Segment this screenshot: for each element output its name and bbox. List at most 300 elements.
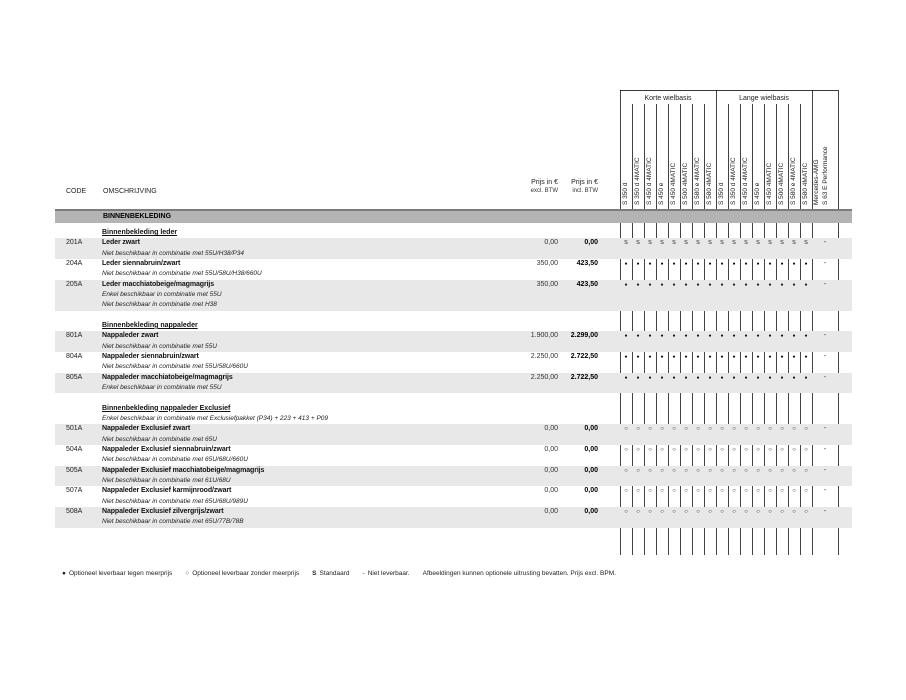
option-name-row — [55, 445, 852, 455]
option-code: 205A — [66, 280, 83, 288]
option-note: Niet beschikbaar in combinatie met 65U/77B/78B — [102, 518, 244, 526]
option-name-row — [55, 238, 852, 248]
availability-cell: ○ — [780, 488, 784, 495]
option-code: 204A — [66, 259, 83, 267]
option-name-row — [55, 466, 852, 476]
availability-cell: ● — [648, 353, 652, 360]
availability-cell: ○ — [648, 508, 652, 515]
availability-cell: ○ — [660, 508, 664, 515]
availability-cell: ○ — [696, 467, 700, 474]
availability-cell: ○ — [792, 446, 796, 453]
availability-cell: ● — [732, 260, 736, 267]
legend-text: Standaard — [319, 570, 350, 577]
option-code: 805A — [66, 373, 83, 381]
legend-item — [363, 570, 410, 577]
availability-cell: ● — [648, 281, 652, 288]
option-note-row — [55, 290, 852, 300]
availability-cell: ● — [648, 260, 652, 267]
availability-cell: ○ — [660, 467, 664, 474]
price-excl-line1: Prijs in € — [531, 179, 558, 186]
section-note: Enkel beschikbaar in combinatie met Exclusiefpakket (P34) + 223 + 413 + P09 — [102, 414, 329, 422]
availability-cell: ○ — [672, 426, 676, 433]
availability-cell: ○ — [732, 426, 736, 433]
availability-cell: ○ — [636, 508, 640, 515]
availability-cell: ○ — [720, 467, 724, 474]
availability-cell: ● — [744, 260, 748, 267]
price-incl-value: 423,50 — [576, 259, 598, 267]
option-code: 801A — [66, 332, 83, 340]
price-incl-value: 0,00 — [584, 445, 598, 453]
availability-cell: ○ — [708, 467, 712, 474]
option-name: Nappaleder siennabruin/zwart — [102, 352, 199, 360]
availability-cell: ○ — [648, 426, 652, 433]
column-header-model: S 450 e — [658, 182, 665, 205]
option-row — [55, 352, 852, 373]
option-name: Leder zwart — [102, 239, 140, 247]
price-incl-value: 0,00 — [584, 239, 598, 247]
option-name-row — [55, 373, 852, 383]
availability-cell: S — [696, 240, 700, 247]
availability-cell-amg: - — [823, 507, 827, 515]
availability-cell: ● — [792, 281, 796, 288]
option-name: Nappaleder macchiatobeige/magmagrijs — [102, 373, 233, 381]
availability-cell: ○ — [636, 488, 640, 495]
availability-cell: ○ — [624, 426, 628, 433]
option-name: Nappaleder Exclusief siennabruin/zwart — [102, 445, 231, 453]
option-row — [55, 507, 852, 528]
availability-cell: ○ — [696, 446, 700, 453]
price-excl-value: 0,00 — [544, 239, 558, 247]
option-code: 804A — [66, 352, 83, 360]
availability-cell: ● — [720, 281, 724, 288]
availability-cell: ○ — [744, 488, 748, 495]
availability-cell: ● — [768, 374, 772, 381]
availability-cell-amg: - — [823, 280, 827, 288]
option-code: 507A — [66, 487, 83, 495]
availability-cell: ○ — [756, 426, 760, 433]
option-name-row — [55, 352, 852, 362]
availability-cell: ● — [792, 260, 796, 267]
column-header-amg — [812, 105, 838, 205]
option-row — [55, 259, 852, 280]
availability-cell-amg: - — [823, 445, 827, 453]
availability-cell: S — [684, 240, 688, 247]
availability-cell: ● — [780, 353, 784, 360]
price-incl-value: 0,00 — [584, 425, 598, 433]
availability-cell: ○ — [684, 467, 688, 474]
availability-cell: ● — [732, 353, 736, 360]
option-note: Niet beschikbaar in combinatie met 65U/68U/989U — [102, 497, 248, 505]
availability-cell: S — [780, 240, 784, 247]
options-table-body — [55, 228, 852, 528]
price-incl-value: 423,50 — [576, 280, 598, 288]
availability-cell: ● — [636, 353, 640, 360]
option-name: Nappaleder Exclusief zwart — [102, 425, 191, 433]
availability-cell: ● — [660, 281, 664, 288]
option-row — [55, 445, 852, 466]
option-name-row — [55, 280, 852, 290]
option-name: Nappaleder Exclusief macchiatobeige/magmagrijs — [102, 466, 265, 474]
price-excl-value: 0,00 — [544, 425, 558, 433]
option-name-row — [55, 259, 852, 269]
availability-cell: ○ — [696, 426, 700, 433]
availability-cell: ● — [768, 333, 772, 340]
availability-cell: ○ — [732, 508, 736, 515]
availability-cell: ○ — [780, 508, 784, 515]
option-row — [55, 238, 852, 259]
availability-cell: ● — [744, 281, 748, 288]
option-name: Leder macchiatobeige/magmagrijs — [102, 280, 215, 288]
availability-cell: ● — [756, 260, 760, 267]
price-incl-line1: Prijs in € — [571, 179, 598, 186]
category-band — [55, 209, 852, 223]
availability-cell-amg: - — [823, 487, 827, 495]
column-header-model: S 500 4MATIC — [778, 162, 785, 205]
column-header-price-incl — [540, 178, 598, 195]
availability-cell-amg: - — [823, 466, 827, 474]
section-gap — [55, 311, 852, 321]
availability-cell: ○ — [792, 426, 796, 433]
availability-cell: ● — [684, 333, 688, 340]
legend-text: Optioneel leverbaar zonder meerprijs — [192, 570, 300, 577]
availability-cell: ● — [624, 260, 628, 267]
availability-cell: ● — [624, 353, 628, 360]
availability-cell: ● — [708, 353, 712, 360]
legend-text: Niet leverbaar. — [367, 570, 410, 577]
option-code: 508A — [66, 507, 83, 515]
availability-cell: ○ — [708, 446, 712, 453]
availability-cell: ● — [804, 353, 808, 360]
availability-cell: S — [636, 240, 640, 247]
availability-cell: ● — [780, 333, 784, 340]
availability-cell: ○ — [672, 446, 676, 453]
filled-dot-icon: ● — [62, 570, 66, 577]
availability-cell: ○ — [624, 446, 628, 453]
price-incl-value: 0,00 — [584, 487, 598, 495]
availability-cell: ● — [768, 260, 772, 267]
availability-cell: ● — [708, 333, 712, 340]
availability-cell: ● — [648, 333, 652, 340]
availability-cell: ● — [684, 260, 688, 267]
legend-symbol: - — [362, 570, 365, 577]
option-note: Enkel beschikbaar in combinatie met 55U — [102, 290, 222, 298]
availability-cell: S — [768, 240, 772, 247]
availability-cell: ● — [624, 374, 628, 381]
availability-cell: ○ — [660, 426, 664, 433]
availability-cell: ○ — [744, 446, 748, 453]
availability-cell: ● — [780, 281, 784, 288]
option-note: Niet beschikbaar in combinatie met 65U — [102, 435, 217, 443]
availability-cell: ○ — [756, 508, 760, 515]
availability-cell: ○ — [684, 446, 688, 453]
availability-cell: ○ — [624, 467, 628, 474]
availability-cell: ○ — [708, 488, 712, 495]
section-gap — [55, 393, 852, 403]
option-code: 504A — [66, 445, 83, 453]
price-incl-line2: incl. BTW — [572, 188, 598, 194]
availability-cell: ● — [636, 333, 640, 340]
option-note: Niet beschikbaar in combinatie met 55U — [102, 342, 217, 350]
column-header-model: S 450 d 4MATIC — [742, 157, 749, 205]
column-header-model: S 580 e 4MATIC — [790, 157, 797, 205]
availability-cell: ○ — [696, 508, 700, 515]
availability-cell: ● — [720, 353, 724, 360]
option-code: 201A — [66, 239, 83, 247]
availability-cell: ● — [804, 374, 808, 381]
price-excl-value: 1.900,00 — [530, 332, 558, 340]
availability-cell: ○ — [792, 467, 796, 474]
column-header-price-excl — [430, 178, 558, 195]
availability-cell: ○ — [708, 426, 712, 433]
availability-cell: S — [792, 240, 796, 247]
availability-cell: ○ — [744, 508, 748, 515]
legend — [62, 570, 872, 577]
availability-cell: ○ — [636, 446, 640, 453]
availability-cell: ● — [672, 333, 676, 340]
option-note-row — [55, 455, 852, 465]
availability-cell: ● — [624, 333, 628, 340]
availability-cell: S — [648, 240, 652, 247]
availability-cell: ● — [804, 260, 808, 267]
availability-cell: ○ — [780, 426, 784, 433]
amg-header-line: S 63 E Performance — [822, 146, 829, 205]
availability-cell-amg: - — [823, 332, 827, 340]
availability-cell: ○ — [756, 488, 760, 495]
price-incl-value: 2.722,50 — [570, 352, 598, 360]
section-title: Binnenbekleding nappaleder — [102, 321, 198, 329]
availability-cell: ● — [648, 374, 652, 381]
price-excl-value: 0,00 — [544, 466, 558, 474]
availability-cell: ○ — [636, 426, 640, 433]
availability-cell: ● — [660, 353, 664, 360]
availability-cell: ● — [756, 333, 760, 340]
availability-cell: S — [672, 240, 676, 247]
availability-cell: ● — [732, 281, 736, 288]
legend-item — [312, 570, 349, 577]
availability-cell: ○ — [768, 467, 772, 474]
availability-cell: ○ — [708, 508, 712, 515]
column-header-model: S 350 d — [622, 182, 629, 205]
availability-cell: ○ — [672, 508, 676, 515]
option-row — [55, 486, 852, 507]
availability-cell: ● — [780, 260, 784, 267]
availability-cell: ● — [732, 374, 736, 381]
availability-cell: ○ — [744, 467, 748, 474]
availability-cell: ○ — [648, 446, 652, 453]
option-name-row — [55, 486, 852, 496]
availability-cell: S — [744, 240, 748, 247]
availability-cell: ● — [636, 260, 640, 267]
option-note: Enkel beschikbaar in combinatie met 55U — [102, 383, 222, 391]
availability-cell: ● — [684, 353, 688, 360]
availability-cell: ● — [792, 333, 796, 340]
availability-cell: ● — [624, 281, 628, 288]
column-header-model: S 350 d 4MATIC — [634, 157, 641, 205]
availability-cell: ○ — [648, 467, 652, 474]
column-header-code: CODE — [66, 188, 87, 195]
group-label-korte-wielbasis: Korte wielbasis — [644, 95, 692, 102]
availability-cell: ○ — [768, 508, 772, 515]
availability-cell-amg: - — [823, 239, 827, 247]
availability-cell: ○ — [804, 426, 808, 433]
availability-cell: ○ — [768, 488, 772, 495]
availability-cell: ● — [804, 281, 808, 288]
option-name-row — [55, 507, 852, 517]
availability-cell: ○ — [720, 446, 724, 453]
option-note-row — [55, 497, 852, 507]
availability-cell: ○ — [792, 508, 796, 515]
availability-cell: ● — [804, 333, 808, 340]
option-row — [55, 424, 852, 445]
availability-cell: ○ — [696, 488, 700, 495]
option-note: Niet beschikbaar in combinatie met 55U/H38/P34 — [102, 249, 244, 257]
option-note-row — [55, 517, 852, 527]
option-note: Niet beschikbaar in combinatie met 55U/58U/H38/660U — [102, 270, 262, 278]
availability-cell: ● — [696, 374, 700, 381]
option-name: Nappaleder Exclusief karmijnrood/zwart — [102, 487, 232, 495]
availability-cell: S — [720, 240, 724, 247]
availability-cell-amg: - — [823, 259, 827, 267]
availability-cell: ● — [708, 260, 712, 267]
option-note-row — [55, 300, 852, 310]
price-excl-value: 0,00 — [544, 445, 558, 453]
option-name-row — [55, 424, 852, 434]
price-excl-value: 350,00 — [536, 280, 558, 288]
option-code: 501A — [66, 425, 83, 433]
availability-cell: ○ — [672, 467, 676, 474]
option-note: Niet beschikbaar in combinatie met 55U/58U/660U — [102, 363, 248, 371]
option-row — [55, 280, 852, 311]
availability-cell: ● — [792, 374, 796, 381]
column-header-model: S 450 4MATIC — [766, 162, 773, 205]
price-incl-value: 0,00 — [584, 507, 598, 515]
availability-cell: ○ — [732, 467, 736, 474]
column-header-model: S 450 d 4MATIC — [646, 157, 653, 205]
option-note: Niet beschikbaar in combinatie met 65U/68U/660U — [102, 456, 248, 464]
availability-cell: ● — [696, 333, 700, 340]
availability-cell: ○ — [804, 446, 808, 453]
availability-cell: ● — [660, 374, 664, 381]
column-header-model: S 500 4MATIC — [682, 162, 689, 205]
availability-cell: ● — [744, 353, 748, 360]
availability-cell: ● — [660, 260, 664, 267]
availability-cell: ● — [768, 281, 772, 288]
option-code: 505A — [66, 466, 83, 474]
availability-cell: ○ — [684, 508, 688, 515]
availability-cell-amg: - — [823, 373, 827, 381]
availability-cell: ○ — [780, 446, 784, 453]
availability-cell: ● — [684, 374, 688, 381]
column-header-model: S 580 e 4MATIC — [694, 157, 701, 205]
availability-cell: ○ — [720, 488, 724, 495]
availability-cell: ● — [768, 353, 772, 360]
availability-cell: ○ — [804, 467, 808, 474]
price-excl-value: 2.250,00 — [530, 373, 558, 381]
availability-cell: ● — [720, 260, 724, 267]
option-note-row — [55, 362, 852, 372]
availability-cell-amg: - — [823, 425, 827, 433]
availability-cell: ○ — [792, 488, 796, 495]
amg-header-line: Mercedes-AMG — [813, 159, 820, 205]
availability-cell: ○ — [636, 467, 640, 474]
availability-cell: ○ — [660, 446, 664, 453]
availability-cell: ● — [708, 374, 712, 381]
option-name: Nappaleder zwart — [102, 332, 159, 340]
legend-item — [62, 570, 172, 577]
availability-cell: ● — [636, 374, 640, 381]
legend-item — [423, 570, 616, 577]
availability-cell: ○ — [672, 488, 676, 495]
option-row — [55, 331, 852, 352]
column-header-model: S 580 4MATIC — [706, 162, 713, 205]
option-note: Niet beschikbaar in combinatie met 61U/68U — [102, 476, 231, 484]
availability-cell: ● — [720, 333, 724, 340]
availability-cell: ● — [756, 374, 760, 381]
availability-cell: ○ — [756, 446, 760, 453]
section-title: Binnenbekleding leder — [102, 229, 178, 236]
availability-cell: ● — [684, 281, 688, 288]
availability-cell: ○ — [624, 488, 628, 495]
option-note-row — [55, 476, 852, 486]
legend-text: Optioneel leverbaar tegen meerprijs — [68, 570, 173, 577]
legend-text: Afbeeldingen kunnen optionele uitrusting bevatten. Prijs excl. BPM. — [422, 570, 616, 577]
price-excl-value: 350,00 — [536, 259, 558, 267]
availability-cell: ● — [696, 353, 700, 360]
option-name-row — [55, 331, 852, 341]
availability-cell: ● — [744, 374, 748, 381]
availability-cell: ○ — [768, 446, 772, 453]
column-header-model: S 450 e — [754, 182, 761, 205]
availability-cell: ● — [672, 353, 676, 360]
legend-symbol: S — [312, 570, 317, 577]
option-note-row — [55, 383, 852, 393]
availability-cell: ● — [672, 260, 676, 267]
option-row — [55, 373, 852, 394]
availability-cell: ○ — [768, 426, 772, 433]
availability-cell: ● — [756, 353, 760, 360]
availability-cell: ○ — [624, 508, 628, 515]
availability-cell: ○ — [732, 446, 736, 453]
availability-cell: ● — [636, 281, 640, 288]
availability-cell: ● — [708, 281, 712, 288]
availability-cell: ○ — [660, 488, 664, 495]
column-header-model: S 350 d — [718, 182, 725, 205]
availability-cell: ○ — [720, 508, 724, 515]
option-name: Nappaleder Exclusief zilvergrijs/zwart — [102, 507, 224, 515]
availability-cell: ○ — [804, 488, 808, 495]
availability-cell: ● — [672, 281, 676, 288]
price-excl-line2: excl. BTW — [530, 188, 558, 194]
open-circle-icon: ○ — [185, 570, 190, 577]
availability-cell: S — [660, 240, 664, 247]
column-header-model: S 450 4MATIC — [670, 162, 677, 205]
option-note-row — [55, 435, 852, 445]
price-incl-value: 2.722,50 — [570, 373, 598, 381]
availability-cell: ● — [780, 374, 784, 381]
availability-cell: ○ — [684, 426, 688, 433]
column-header-description: OMSCHRIJVING — [103, 188, 157, 195]
availability-cell: ● — [744, 333, 748, 340]
availability-cell: ● — [720, 374, 724, 381]
availability-cell: S — [624, 240, 628, 247]
availability-cell: ○ — [732, 488, 736, 495]
availability-cell: ○ — [804, 508, 808, 515]
availability-cell: ● — [756, 281, 760, 288]
availability-cell: S — [708, 240, 712, 247]
availability-cell: ○ — [744, 426, 748, 433]
price-incl-value: 2.299,00 — [570, 332, 598, 340]
price-excl-value: 0,00 — [544, 507, 558, 515]
